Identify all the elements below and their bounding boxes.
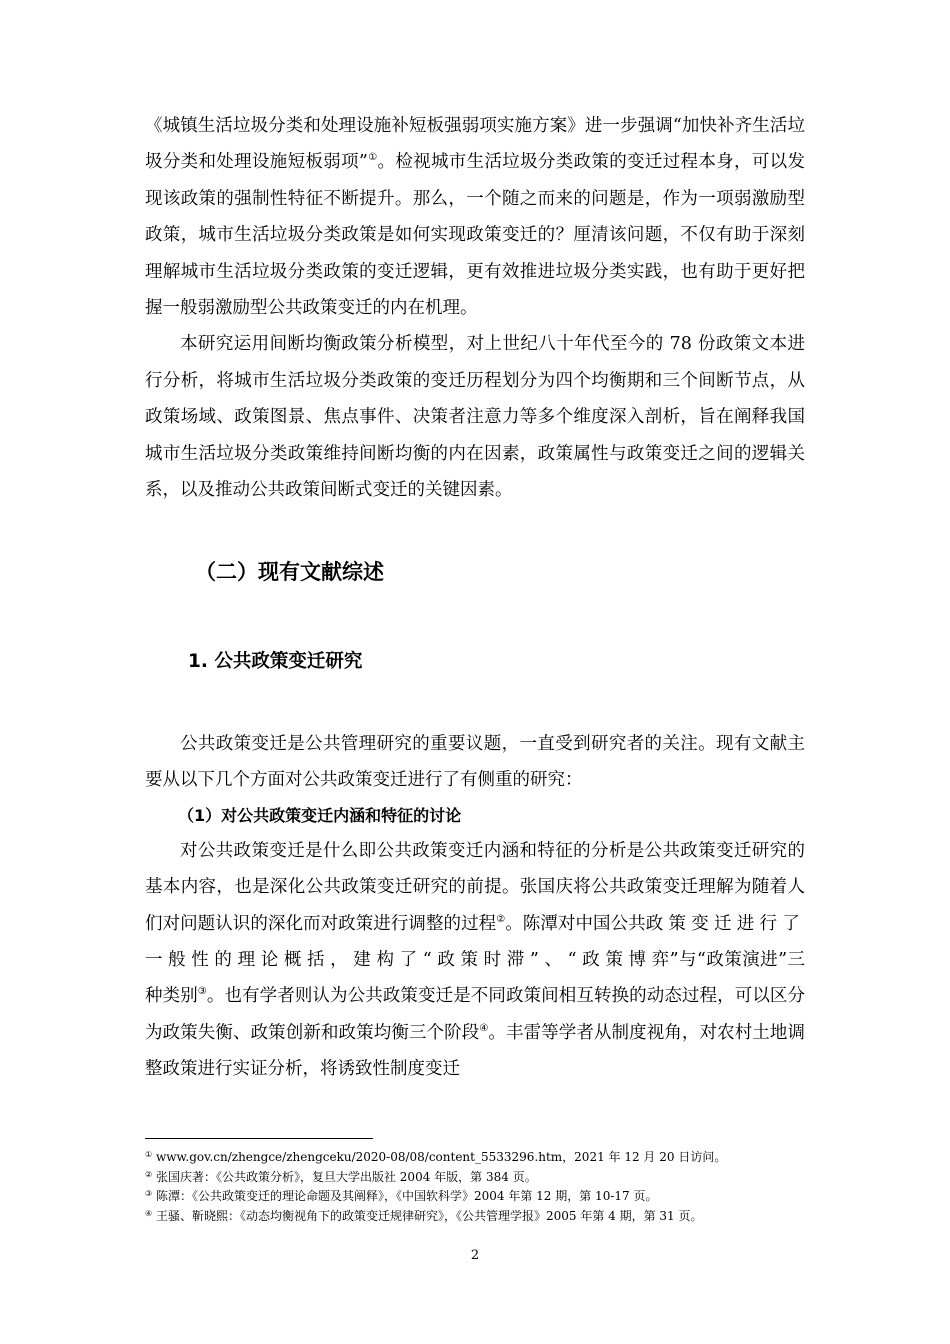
section-title: （二）现有文献综述 <box>195 560 384 584</box>
footnote-2: ② 张国庆著：《公共政策分析》，复旦大学出版社 2004 年版，第 384 页。 <box>145 1169 537 1184</box>
footnote-divider <box>145 1138 373 1139</box>
paragraph-1: 《城镇生活垃圾分类和处理设施补短板强弱项实施方案》进一步强调“加快补齐生活垃圾分类和处理设施短板弱项”①。检视城市生活垃圾分类政策的变迁过程本身，可以发现该政策的强制性特征不断提升。那么，一个随之而来的问题是，作为一项弱激励型政策，城市生活垃圾分类政策是如何实现政策变迁的？厘清该问题，不仅有助于深刻理解城市生活垃圾分类政策的变迁逻辑，更有效推进垃圾分类实践，也有助于更好把握一般弱激励型公共政策变迁的内在机理。 <box>145 116 806 319</box>
footnote-ref-1[interactable]: ① <box>367 152 378 164</box>
subsection-title: 1. 公共政策变迁研究 <box>188 651 363 672</box>
footnote-1: ① www.gov.cn/zhengce/zhengceku/2020-08/08/content_5533296.htm，2021 年 12 月 20 日访问。 <box>145 1150 727 1164</box>
footnotes <box>145 1148 845 1226</box>
footnote-4: ④ 王骚、靳晓熙：《动态均衡视角下的政策变迁规律研究》，《公共管理学报》2005 年第 4 期，第 31 页。 <box>145 1208 703 1223</box>
page-number: 2 <box>470 1248 480 1263</box>
paragraph-2: 本研究运用间断均衡政策分析模型，对上世纪八十年代至今的 78 份政策文本进行分析，将城市生活垃圾分类政策的变迁历程划分为四个均衡期和三个间断节点，从政策场域、政策图景、焦点事件、决策者注意力等多个维度深入剖析，旨在阐释我国城市生活垃圾分类政策维持间断均衡的内在因素，政策属性与政策变迁之间的逻辑关系，以及推动公共政策间断式变迁的关键因素。 <box>145 334 805 501</box>
footnote-3: ③ 陈潭：《公共政策变迁的理论命题及其阐释》，《中国软科学》2004 年第 12 期，第 10-17 页。 <box>145 1189 658 1203</box>
paragraph-3: 公共政策变迁是公共管理研究的重要议题，一直受到研究者的关注。现有文献主要从以下几个方面对公共政策变迁进行了有侧重的研究： <box>145 734 805 791</box>
footnote-ref-3[interactable]: ③ <box>197 986 207 998</box>
intro-text <box>145 108 805 508</box>
footnote-ref-2[interactable]: ② <box>496 913 506 925</box>
sub-heading: （1）对公共政策变迁内涵和特征的讨论 <box>178 805 462 825</box>
literature-text <box>145 726 805 1088</box>
footnote-ref-4[interactable]: ④ <box>479 1022 489 1034</box>
paragraph-4: 对公共政策变迁是什么即公共政策变迁内涵和特征的分析是公共政策变迁研究的基本内容，也是深化公共政策变迁研究的前提。张国庆将公共政策变迁理解为随着人们对问题认识的深化而对政策进行调整的过程②。陈潭对中国公共政策变迁进行了一般性的理论概括，建构了“政策时滞”、“政策博弈”与“政策演进”三种类别③。也有学者则认为公共政策变迁是不同政策间相互转换的动态过程，可以区分为政策失衡、政策创新和政策均衡三个阶段④。丰雷等学者从制度视角，对农村土地调整政策进行实证分析，将诱致性制度变迁 <box>145 840 806 1080</box>
